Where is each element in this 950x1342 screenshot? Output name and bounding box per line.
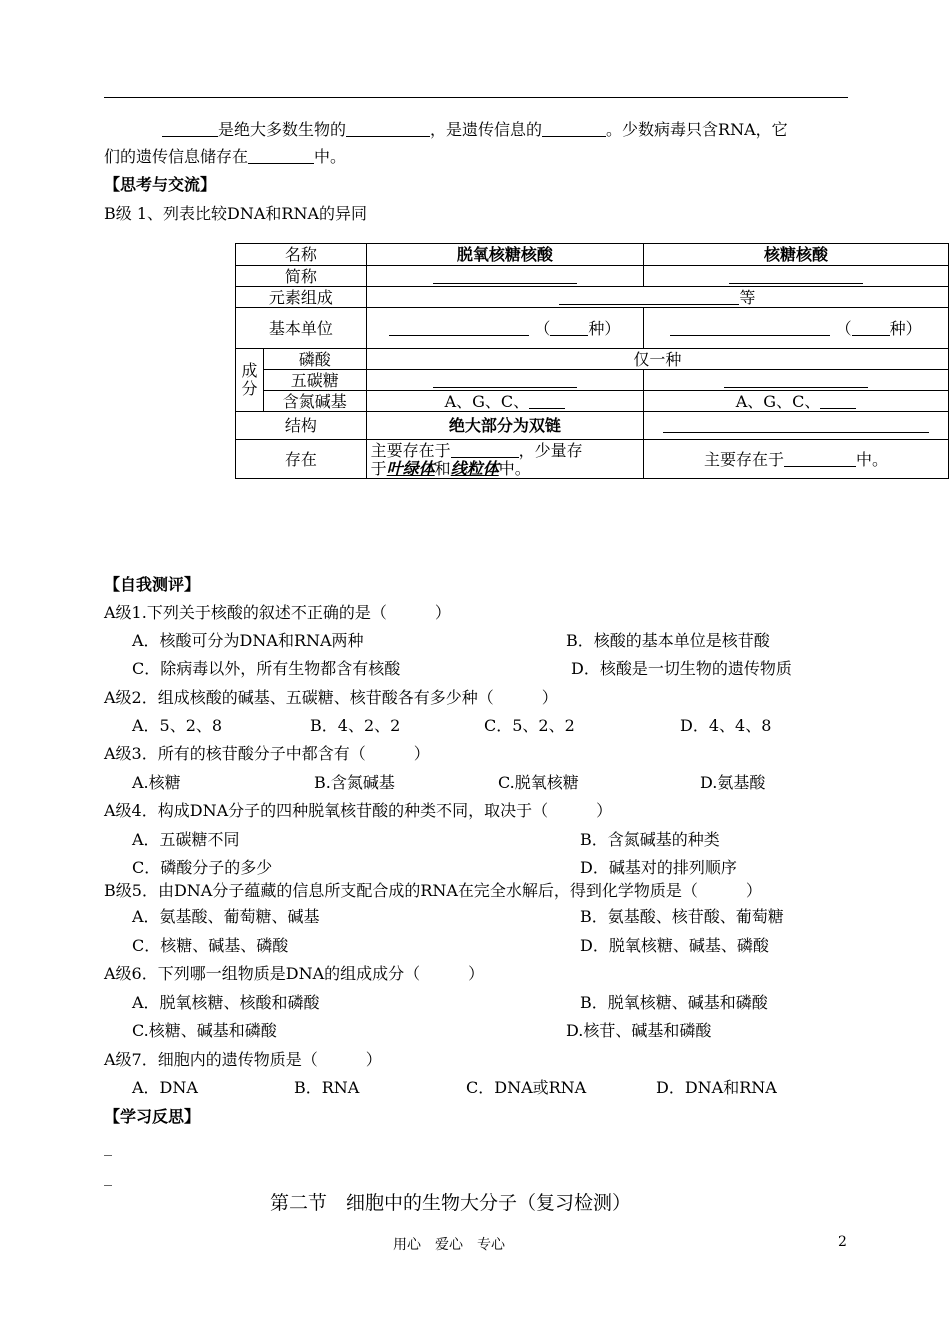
row-phosphate: 磷酸 bbox=[263, 349, 366, 370]
comparison-table bbox=[235, 243, 949, 479]
blank[interactable] bbox=[162, 120, 218, 137]
text: 和 bbox=[434, 458, 451, 478]
option[interactable]: B．4、2、2 bbox=[310, 716, 401, 735]
option[interactable]: A．五碳糖不同 bbox=[132, 830, 240, 849]
base-dna[interactable] bbox=[366, 391, 643, 412]
text: 种） bbox=[588, 318, 621, 338]
question-stem: A级7．细胞内的遗传物质是（ ） bbox=[104, 1050, 382, 1069]
text: A、G、C、 bbox=[444, 391, 530, 411]
text: 中。 bbox=[314, 147, 347, 166]
structure-dna: 绝大部分为双链 bbox=[366, 412, 643, 440]
text: A、G、C、 bbox=[735, 391, 821, 411]
section-test-heading: 【自我测评】 bbox=[104, 575, 201, 594]
task-line: B级 1、列表比较DNA和RNA的异同 bbox=[104, 204, 368, 223]
elements-cell[interactable] bbox=[366, 287, 948, 308]
text: 于 bbox=[370, 458, 387, 478]
header-dna: 脱氧核糖核酸 bbox=[366, 244, 643, 266]
option[interactable]: D．碱基对的排列顺序 bbox=[580, 858, 737, 877]
option[interactable]: D．脱氧核糖、碱基、磷酸 bbox=[580, 936, 769, 955]
option[interactable]: D．核酸是一切生物的遗传物质 bbox=[571, 659, 792, 678]
header-name: 名称 bbox=[236, 244, 367, 266]
question-stem: A级3．所有的核苷酸分子中都含有（ ） bbox=[104, 744, 430, 763]
unit-dna[interactable] bbox=[366, 308, 643, 349]
text: 分 bbox=[241, 379, 258, 398]
question-stem: A级1.下列关于核酸的叙述不正确的是（ ） bbox=[104, 603, 451, 622]
intro-line-1 bbox=[162, 119, 788, 141]
reflect-line-2[interactable]: _ bbox=[104, 1167, 112, 1186]
option[interactable]: A．氨基酸、葡萄糖、碱基 bbox=[132, 907, 320, 926]
base-rna[interactable] bbox=[644, 391, 949, 412]
text: ，少量存 bbox=[518, 440, 583, 460]
text: （ bbox=[534, 318, 551, 338]
option[interactable]: D.氨基酸 bbox=[700, 773, 766, 792]
sugar-dna[interactable] bbox=[366, 370, 643, 391]
text: 中。 bbox=[856, 449, 889, 469]
question-stem: A级2．组成核酸的碱基、五碳糖、核苷酸各有多少种（ ） bbox=[104, 688, 558, 707]
option[interactable]: B．含氮碱基的种类 bbox=[580, 830, 720, 849]
section-think-heading: 【思考与交流】 bbox=[104, 175, 217, 194]
section-reflect-heading: 【学习反思】 bbox=[104, 1107, 201, 1126]
option[interactable]: C．核糖、碱基、磷酸 bbox=[132, 936, 289, 955]
location-dna[interactable] bbox=[366, 440, 643, 479]
option[interactable]: B．RNA bbox=[294, 1078, 360, 1097]
blank[interactable] bbox=[542, 120, 606, 137]
intro-line-2 bbox=[104, 146, 346, 168]
text: 等 bbox=[739, 287, 756, 307]
option[interactable]: D．4、4、8 bbox=[680, 716, 772, 735]
page-number: 2 bbox=[838, 1234, 847, 1250]
text: 。少数病毒只含RNA，它 bbox=[606, 120, 788, 139]
row-unit: 基本单位 bbox=[236, 308, 367, 349]
row-abbr: 简称 bbox=[236, 266, 367, 287]
text: 们的遗传信息储存在 bbox=[104, 147, 249, 166]
option[interactable]: C.核糖、碱基和磷酸 bbox=[132, 1021, 277, 1040]
option[interactable]: B．氨基酸、核苷酸、葡萄糖 bbox=[580, 907, 784, 926]
row-structure: 结构 bbox=[236, 412, 367, 440]
blank[interactable] bbox=[248, 147, 314, 164]
text: 成 bbox=[241, 361, 258, 380]
structure-rna[interactable] bbox=[644, 412, 949, 440]
option[interactable]: C．5、2、2 bbox=[484, 716, 575, 735]
row-location: 存在 bbox=[236, 440, 367, 479]
text: 线粒体 bbox=[450, 458, 499, 478]
header-rna: 核糖核酸 bbox=[644, 244, 949, 266]
question-stem: B级5．由DNA分子蕴藏的信息所支配合成的RNA在完全水解后，得到化学物质是（ ） bbox=[104, 881, 762, 900]
text: 种） bbox=[889, 318, 922, 338]
question-stem: A级4．构成DNA分子的四种脱氧核苷酸的种类不同，取决于（ ） bbox=[104, 801, 613, 820]
option[interactable]: C．DNA或RNA bbox=[466, 1078, 587, 1097]
text: 中。 bbox=[498, 458, 531, 478]
text: ，是遗传信息的 bbox=[430, 120, 543, 139]
abbr-dna[interactable] bbox=[366, 266, 643, 287]
option[interactable]: A.核糖 bbox=[132, 773, 181, 792]
footer-motto: 用心 爱心 专心 bbox=[393, 1237, 505, 1253]
text: 是绝大多数生物的 bbox=[218, 120, 347, 139]
header-rule bbox=[104, 97, 848, 98]
reflect-line-1[interactable]: _ bbox=[104, 1137, 112, 1156]
row-elements: 元素组成 bbox=[236, 287, 367, 308]
option[interactable]: C．磷酸分子的多少 bbox=[132, 858, 273, 877]
phosphate-cell: 仅一种 bbox=[366, 349, 948, 370]
next-section-title: 第二节 细胞中的生物大分子（复习检测） bbox=[270, 1192, 632, 1214]
text: 主要存在于 bbox=[704, 449, 785, 469]
question-stem: A级6．下列哪一组物质是DNA的组成成分（ ） bbox=[104, 964, 485, 983]
text: 叶绿体 bbox=[386, 458, 435, 478]
unit-rna[interactable] bbox=[644, 308, 949, 349]
text: 主要存在于 bbox=[370, 440, 451, 460]
row-sugar: 五碳糖 bbox=[263, 370, 366, 391]
option[interactable]: B．核酸的基本单位是核苷酸 bbox=[566, 631, 770, 650]
abbr-rna[interactable] bbox=[644, 266, 949, 287]
sugar-rna[interactable] bbox=[644, 370, 949, 391]
option[interactable]: A．脱氧核糖、核酸和磷酸 bbox=[132, 993, 320, 1012]
option[interactable]: D．DNA和RNA bbox=[656, 1078, 777, 1097]
option[interactable]: C.脱氧核糖 bbox=[498, 773, 579, 792]
option[interactable]: D.核苷、碱基和磷酸 bbox=[566, 1021, 712, 1040]
option[interactable]: A．5、2、8 bbox=[132, 716, 223, 735]
row-base: 含氮碱基 bbox=[263, 391, 366, 412]
option[interactable]: B．脱氧核糖、碱基和磷酸 bbox=[580, 993, 768, 1012]
text: （ bbox=[835, 318, 852, 338]
location-rna[interactable] bbox=[644, 440, 949, 479]
blank[interactable] bbox=[346, 120, 430, 137]
option[interactable]: A．DNA bbox=[132, 1078, 198, 1097]
option[interactable]: A．核酸可分为DNA和RNA两种 bbox=[132, 631, 364, 650]
group-components bbox=[236, 349, 264, 412]
option[interactable]: C．除病毒以外，所有生物都含有核酸 bbox=[132, 659, 401, 678]
option[interactable]: B.含氮碱基 bbox=[314, 773, 395, 792]
